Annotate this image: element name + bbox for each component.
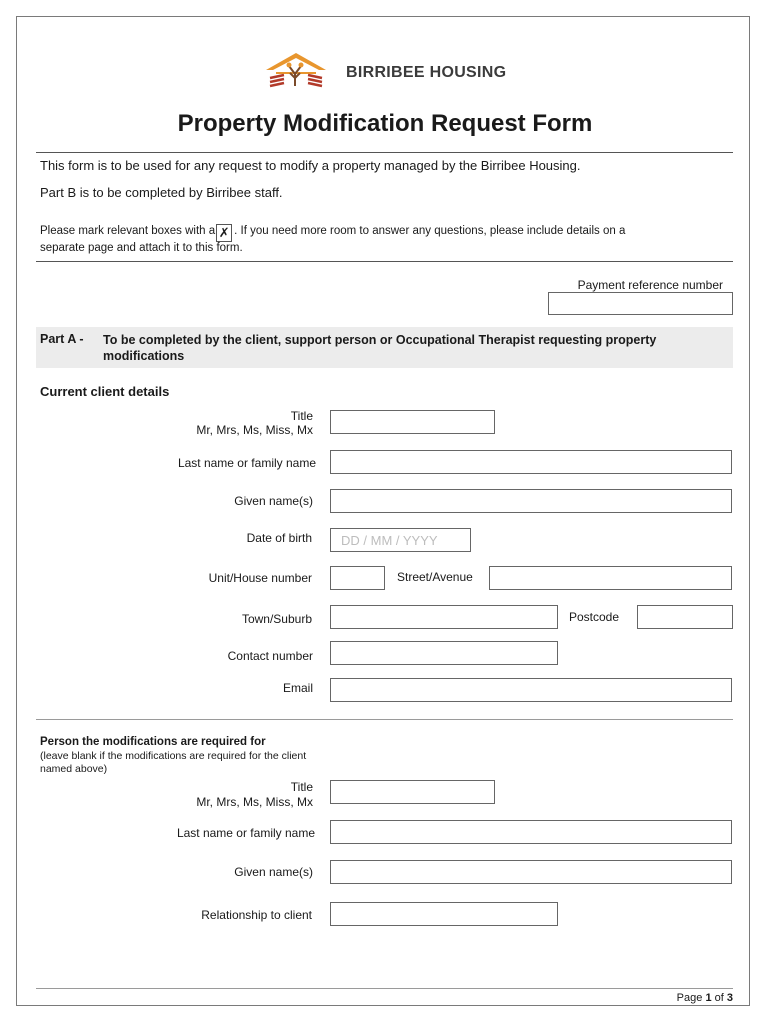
- client-email-input[interactable]: [330, 678, 732, 702]
- part-a-prefix: Part A -: [40, 332, 84, 346]
- page-total: 3: [726, 992, 733, 1004]
- page-of: of: [714, 992, 724, 1004]
- client-last-name-label: Last name or family name: [177, 456, 316, 470]
- intro-divider: [36, 261, 733, 262]
- org-logo: [264, 50, 554, 94]
- birribee-logo-icon: [264, 50, 328, 90]
- payment-ref-label: Payment reference number: [577, 278, 723, 292]
- person-last-name-label: Last name or family name: [176, 826, 315, 840]
- section-divider: [36, 719, 733, 720]
- example-check-box: ✗: [216, 224, 232, 242]
- client-unit-label: Unit/House number: [208, 571, 312, 585]
- form-title: Property Modification Request Form: [177, 110, 593, 137]
- client-town-input[interactable]: [330, 605, 558, 629]
- client-street-label: Street/Avenue: [397, 570, 473, 584]
- page-current: 1: [705, 992, 712, 1004]
- instruction-text: Please mark relevant boxes with a: [40, 225, 216, 237]
- org-name: BIRRIBEE HOUSING: [346, 64, 507, 81]
- page-indicator: [677, 992, 733, 1004]
- person-relationship-input[interactable]: [330, 902, 558, 926]
- person-details-note: (leave blank if the modifications are required for the client named above): [40, 750, 307, 775]
- client-town-label: Town/Suburb: [241, 612, 312, 626]
- client-title-label: Title: [290, 409, 313, 423]
- client-street-input[interactable]: [489, 566, 732, 590]
- footer-divider: [36, 988, 733, 989]
- payment-ref-input[interactable]: [548, 292, 733, 315]
- client-contact-label: Contact number: [227, 649, 313, 663]
- instructions: [40, 224, 740, 255]
- client-last-name-input[interactable]: [330, 450, 732, 474]
- intro-line-2: Part B is to be completed by Birribee staff.: [40, 185, 283, 200]
- page-word: Page: [676, 992, 703, 1004]
- part-a-title: To be completed by the client, support person or Occupational Therapist requesting property modifications: [103, 333, 657, 363]
- instruction-text-cont: . If you need more room to answer any questions, please include details on a: [234, 225, 626, 237]
- client-title-input[interactable]: [330, 410, 495, 434]
- client-dob-input[interactable]: [330, 528, 471, 552]
- instruction-text-line2: separate page and attach it to this form.: [40, 242, 243, 254]
- client-dob-label: Date of birth: [246, 531, 312, 545]
- client-given-names-label: Given name(s): [234, 494, 313, 508]
- person-last-name-input[interactable]: [330, 820, 732, 844]
- title-divider: [36, 152, 733, 153]
- person-title-sublabel: Mr, Mrs, Ms, Miss, Mx: [196, 795, 313, 809]
- client-title-sublabel: Mr, Mrs, Ms, Miss, Mx: [196, 423, 313, 437]
- client-postcode-input[interactable]: [637, 605, 733, 629]
- client-email-label: Email: [282, 681, 313, 695]
- client-postcode-label: Postcode: [569, 610, 620, 624]
- client-unit-input[interactable]: [330, 566, 385, 590]
- client-given-names-input[interactable]: [330, 489, 732, 513]
- person-relationship-label: Relationship to client: [201, 908, 312, 922]
- person-title-label: Title: [290, 780, 313, 794]
- person-details-heading: Person the modifications are required for: [40, 736, 266, 748]
- intro-line-1: This form is to be used for any request to modify a property managed by the Birribee Housing.: [40, 158, 581, 173]
- client-contact-input[interactable]: [330, 641, 558, 665]
- part-a-header: [36, 327, 733, 368]
- person-given-names-label: Given name(s): [234, 865, 313, 879]
- client-details-heading: Current client details: [40, 384, 170, 399]
- person-title-input[interactable]: [330, 780, 495, 804]
- person-given-names-input[interactable]: [330, 860, 732, 884]
